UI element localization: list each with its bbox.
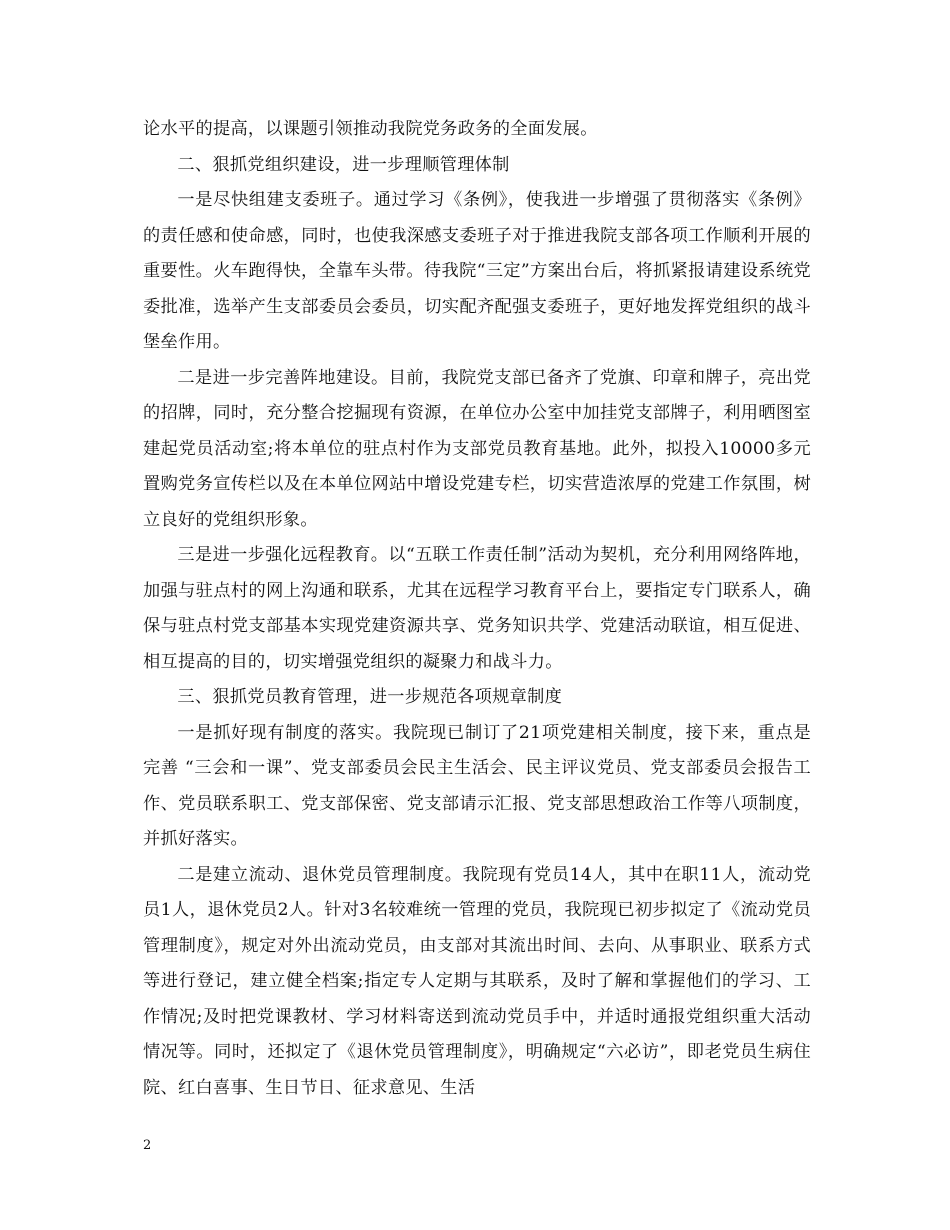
page-number: 2 bbox=[143, 1138, 152, 1153]
document-body bbox=[143, 112, 811, 1106]
paragraph: 二是建立流动、退休党员管理制度。我院现有党员14人，其中在职11人，流动党员1人，退休党员2人。针对3名较难统一管理的党员，我院现已初步拟定了《流动党员管理制度》，规定对外出流动党员，由支部对其流出时间、去向、从事职业、联系方式等进行登记，建立健全档案;指定专人定期与其联系，及时了解和掌握他们的学习、工作情况;及时把党课教材、学习材料寄送到流动党员手中，并适时通报党组织重大活动情况等。同时，还拟定了《退休党员管理制度》，明确规定“六必访”，即老党员生病住院、红白喜事、生日节日、征求意见、生活 bbox=[143, 864, 811, 1098]
section-heading-2: 二、狠抓党组织建设，进一步理顺管理体制 bbox=[177, 154, 510, 175]
paragraph: 二是进一步完善阵地建设。目前，我院党支部已备齐了党旗、印章和牌子，亮出党的招牌，同时，充分整合挖掘现有资源，在单位办公室中加挂党支部牌子，利用晒图室建起党员活动室;将本单位的驻点村作为支部党员教育基地。此外，拟投入10000多元置购党务宣传栏以及在本单位网站中增设党建专栏，切实营造浓厚的党建工作氛围，树立良好的党组织形象。 bbox=[143, 367, 811, 530]
section-heading-3: 三、狠抓党员教育管理，进一步规范各项规章制度 bbox=[177, 687, 563, 707]
paragraph: 一是尽快组建支委班子。通过学习《条例》，使我进一步增强了贯彻落实《条例》的责任感和使命感，同时，也使我深感支委班子对于推进我院支部各项工作顺利开展的重要性。火车跑得快，全靠车头带。待我院“三定”方案出台后，将抓紧报请建设系统党委批准，选举产生支部委员会委员，切实配齐配强支委班子，更好地发挥党组织的战斗堡垒作用。 bbox=[143, 190, 811, 352]
paragraph: 三是进一步强化远程教育。以“五联工作责任制”活动为契机，充分利用网络阵地，加强与驻点村的网上沟通和联系，尤其在远程学习教育平台上，要指定专门联系人，确保与驻点村党支部基本实现党建资源共享、党务知识共学、党建活动联谊，相互促进、相互提高的目的，切实增强党组织的凝聚力和战斗力。 bbox=[143, 545, 811, 672]
paragraph-continued: 论水平的提高，以课题引领推动我院党务政务的全面发展。 bbox=[143, 119, 598, 139]
paragraph: 一是抓好现有制度的落实。我院现已制订了21项党建相关制度，接下来，重点是完善 “三会和一课”、党支部委员会民主生活会、民主评议党员、党支部委员会报告工作、党员联系职工、党支部保密、党支部请示汇报、党支部思想政治工作等八项制度，并抓好落实。 bbox=[143, 722, 811, 849]
